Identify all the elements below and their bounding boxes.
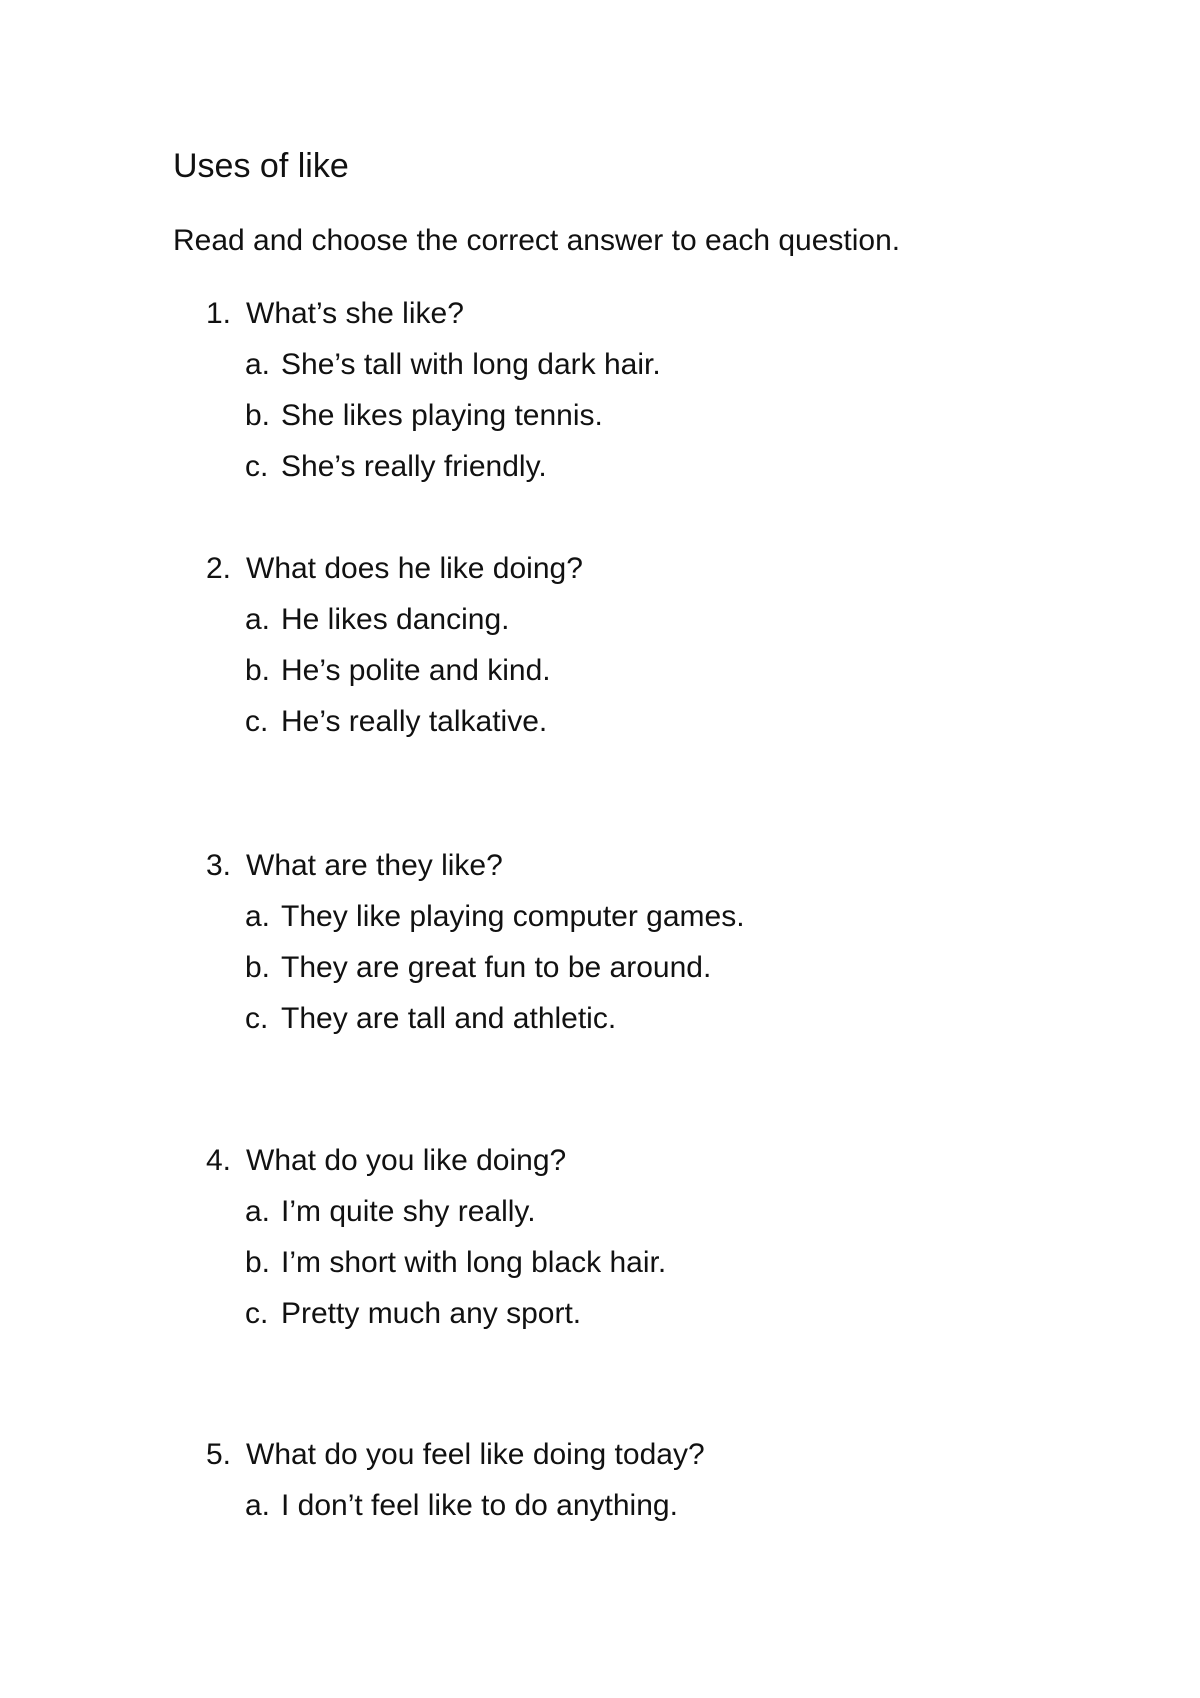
option-letter: a.: [245, 348, 271, 381]
option-letter: a.: [245, 1489, 271, 1522]
option-text: Pretty much any sport.: [281, 1297, 582, 1330]
page-title: Uses of like: [173, 147, 349, 185]
question-label: What does he like doing?: [246, 552, 583, 585]
answer-option-c[interactable]: [245, 704, 547, 740]
option-letter: c.: [245, 450, 269, 483]
option-text: She likes playing tennis.: [281, 399, 603, 432]
option-text: I’m quite shy really.: [281, 1195, 536, 1228]
option-letter: a.: [245, 1195, 271, 1228]
answer-option-a[interactable]: [245, 1194, 536, 1230]
option-letter: b.: [245, 399, 271, 432]
option-text: He’s really talkative.: [281, 705, 548, 738]
option-text: He’s polite and kind.: [281, 654, 551, 687]
question-number: 5.: [206, 1438, 232, 1471]
question-text: [206, 1437, 705, 1473]
option-letter: c.: [245, 1297, 269, 1330]
question-label: What’s she like?: [246, 297, 464, 330]
option-letter: b.: [245, 654, 271, 687]
question-text: [206, 1143, 566, 1179]
question-number: 1.: [206, 297, 232, 330]
answer-option-b[interactable]: [245, 1245, 666, 1281]
question-number: 2.: [206, 552, 232, 585]
option-text: They like playing computer games.: [281, 900, 745, 933]
option-text: He likes dancing.: [281, 603, 510, 636]
option-text: They are tall and athletic.: [281, 1002, 617, 1035]
option-text: She’s really friendly.: [281, 450, 547, 483]
answer-option-c[interactable]: [245, 1296, 581, 1332]
answer-option-b[interactable]: [245, 653, 551, 689]
answer-option-a[interactable]: [245, 347, 661, 383]
answer-option-c[interactable]: [245, 449, 547, 485]
option-letter: a.: [245, 603, 271, 636]
answer-option-a[interactable]: [245, 1488, 678, 1524]
question-label: What are they like?: [246, 849, 503, 882]
option-text: I don’t feel like to do anything.: [281, 1489, 678, 1522]
option-text: I’m short with long black hair.: [281, 1246, 667, 1279]
question-number: 4.: [206, 1144, 232, 1177]
option-letter: b.: [245, 1246, 271, 1279]
question-text: [206, 551, 583, 587]
answer-option-a[interactable]: [245, 602, 509, 638]
option-text: They are great fun to be around.: [281, 951, 712, 984]
answer-option-a[interactable]: [245, 899, 745, 935]
option-letter: b.: [245, 951, 271, 984]
question-text: [206, 296, 464, 332]
question-label: What do you like doing?: [246, 1144, 567, 1177]
option-letter: c.: [245, 1002, 269, 1035]
answer-option-b[interactable]: [245, 950, 711, 986]
answer-option-c[interactable]: [245, 1001, 616, 1037]
question-label: What do you feel like doing today?: [246, 1438, 705, 1471]
option-letter: c.: [245, 705, 269, 738]
answer-option-b[interactable]: [245, 398, 603, 434]
question-number: 3.: [206, 849, 232, 882]
instruction-text: Read and choose the correct answer to each question.: [173, 224, 901, 257]
option-letter: a.: [245, 900, 271, 933]
option-text: She’s tall with long dark hair.: [281, 348, 661, 381]
question-text: [206, 848, 503, 884]
